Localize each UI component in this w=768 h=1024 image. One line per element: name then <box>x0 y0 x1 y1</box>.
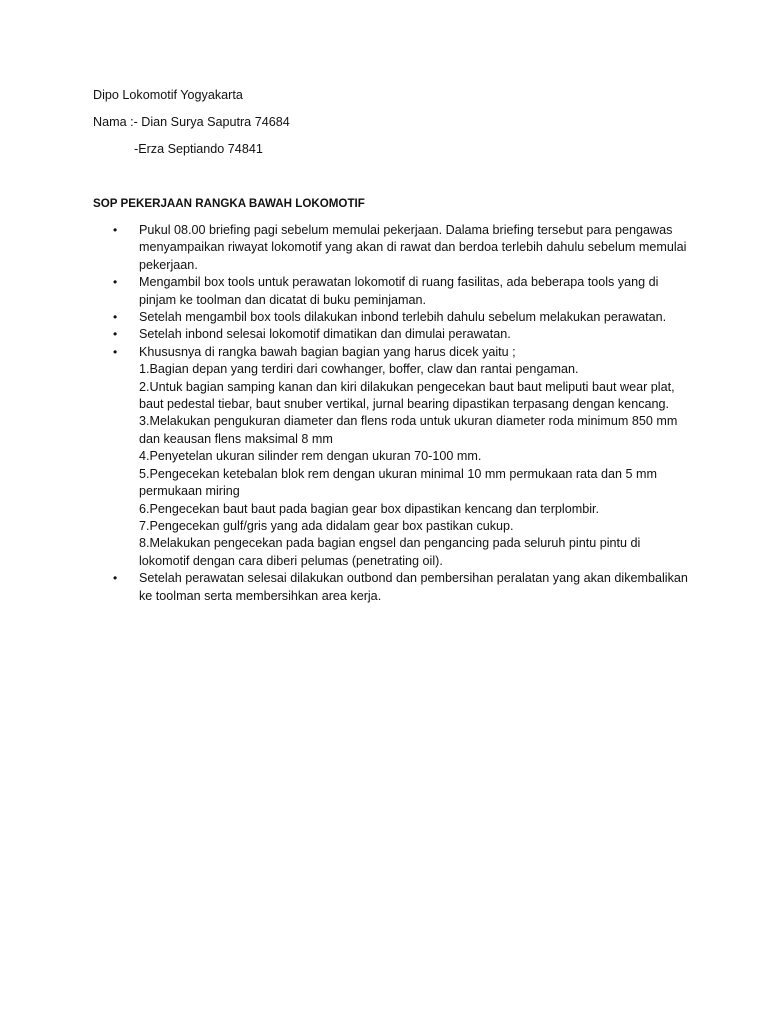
sub-item: 6.Pengecekan baut baut pada bagian gear box dipastikan kencang dan terplombir. <box>139 501 600 516</box>
list-item-text: Setelah mengambil box tools dilakukan inbond terlebih dahulu sebelum melakukan perawatan. <box>139 310 667 325</box>
sub-item: 3.Melakukan pengukuran diameter dan flens roda untuk ukuran diameter roda minimum 850 mm dan keausan flens maksimal 8 mm <box>139 414 678 446</box>
list-item <box>93 309 693 326</box>
sub-item: 1.Bagian depan yang terdiri dari cowhanger, boffer, claw dan rantai pengaman. <box>139 362 579 377</box>
list-item <box>93 570 693 605</box>
sub-item: 5.Pengecekan ketebalan blok rem dengan ukuran minimal 10 mm permukaan rata dan 5 mm permukaan miring <box>139 466 658 499</box>
list-item <box>93 274 693 309</box>
sop-list <box>93 222 693 605</box>
header-name-second: -Erza Septiando 74841 <box>134 142 263 156</box>
header-names: Nama :- Dian Surya Saputra 74684 <box>93 115 290 129</box>
list-item-text: Setelah inbond selesai lokomotif dimatikan dan dimulai perawatan. <box>139 327 511 342</box>
list-item-text: Mengambil box tools untuk perawatan lokomotif di ruang fasilitas, ada beberapa tools yang di pinjam ke toolman dan dicatat di buku peminjaman. <box>139 275 659 307</box>
sub-item: 2.Untuk bagian samping kanan dan kiri dilakukan pengecekan baut baut meliputi baut wear plat, baut pedestal tiebar, baut snuber vertikal, jurnal bearing dipastikan terpasang dengan kencang. <box>139 379 675 412</box>
bullet-icon: • <box>113 275 118 290</box>
bullet-icon: • <box>113 344 118 359</box>
list-item-text: Pukul 08.00 briefing pagi sebelum memulai pekerjaan. Dalama briefing tersebut para pengawas menyampaikan riwayat lokomotif yang akan di rawat dan berdoa terlebih dahulu sebelum memulai pekerjaan. <box>139 223 687 272</box>
list-item-text: Khususnya di rangka bawah bagian bagian yang harus dicek yaitu ; <box>139 344 516 359</box>
sub-item: 7.Pengecekan gulf/gris yang ada didalam gear box pastikan cukup. <box>139 518 514 533</box>
list-item <box>93 326 693 343</box>
bullet-icon: • <box>113 327 118 342</box>
list-item <box>93 222 693 274</box>
bullet-icon: • <box>113 571 118 586</box>
document-title: SOP PEKERJAAN RANGKA BAWAH LOKOMOTIF <box>93 197 365 210</box>
bullet-icon: • <box>113 223 118 237</box>
sub-item: 8.Melakukan pengecekan pada bagian engsel dan pengancing pada seluruh pintu pintu di lokomotif dengan cara diberi pelumas (penetrating oil). <box>139 536 641 568</box>
list-item <box>93 344 693 570</box>
sub-item: 4.Penyetelan ukuran silinder rem dengan ukuran 70-100 mm. <box>139 449 482 464</box>
list-item-text: Setelah perawatan selesai dilakukan outbond dan pembersihan peralatan yang akan dikembalikan ke toolman serta membersihkan area kerja. <box>139 571 688 603</box>
bullet-icon: • <box>113 310 118 325</box>
header-location: Dipo Lokomotif Yogyakarta <box>93 88 243 102</box>
